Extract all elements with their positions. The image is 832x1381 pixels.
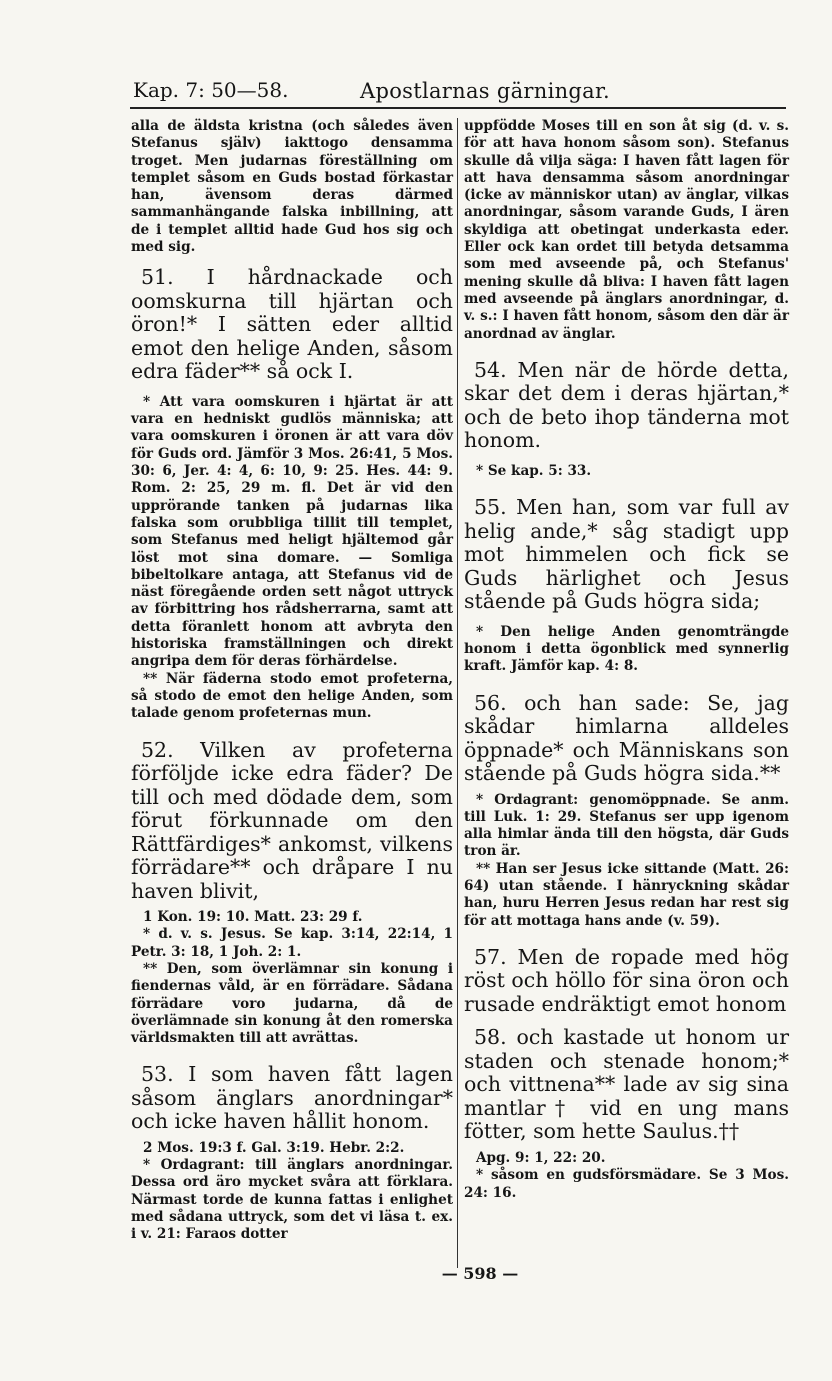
footnote: ** Han ser Jesus icke sittande (Matt. 26: 64) utan stående. I hänryckning skådar han, huru Herren Jesus redan har rest sig för att mottaga hans ande (v. 59).	[464, 860, 789, 929]
footnote: * Ordagrant: genomöppnade. Se anm. till Luk. 1: 29. Stefanus ser upp igenom alla himlar ända till den högsta, där Guds tron är.	[464, 791, 789, 860]
page-number: — 598 —	[441, 1264, 519, 1283]
running-header	[130, 78, 786, 108]
book-title: Apostlarnas gärningar.	[360, 79, 610, 103]
footnote: * Att vara oomskuren i hjärtat är att vara en hedniskt gudlös människa; att vara oomskuren i öronen är att vara döv för Guds ord. Jämför 3 Mos. 26:41, 5 Mos. 30: 6, Jer. 4: 4, 6: 10, 9: 25. Hes. 44: 9. Rom. 2: 25, 29 m. fl. Det är vid den upprörande tanken på judarnas lika falska som orubbliga tillit till templet, som Stefanus med heligt hjältemod går löst mot sina domare. — Somliga bibeltolkare antaga, att Stefanus vid de näst föregående orden sett något uttryck av förbittring hos rådsherrarna, samt att detta föranlett honom att avbryta den historiska framställningen och direkt angripa dem för deras förhärdelse.	[131, 393, 453, 670]
footnote: ** När fäderna stodo emot profeterna, så stodo de emot den helige Anden, som talade genom profeternas mun.	[131, 670, 453, 722]
commentary-note: uppfödde Moses till en son åt sig (d. v. s. för att hava honom såsom son). Stefanus skulle då vilja säga: I haven fått lagen för att hava densamma såsom anordningar (icke av människor utan) av änglar, vilkas anordningar, såsom varande Guds, I ären skyldiga att obetingat underkasta eder. Eller ock kan ordet till betyda detsamma som med avseende på, och Stefanus' mening skulle då bliva: I haven fått lagen med avseende på änglars anordningar, d. v. s.: I haven fått honom, såsom den där är anordnad av änglar.	[464, 118, 789, 342]
footnote: * d. v. s. Jesus. Se kap. 3:14, 22:14, 1 Petr. 3: 18, 1 Joh. 2: 1.	[131, 926, 453, 960]
verse-58: 58. och kastade ut honom ur staden och stenade honom;* och vittnena** lade av sig sina mantlar† vid en ung mans fötter, som hette Saulus.††	[464, 1025, 789, 1144]
footnote: * Se kap. 5: 33.	[476, 462, 592, 479]
verse-53: 53. I som haven fått lagen såsom änglars anordningar* och icke haven hållit honom.	[131, 1062, 453, 1134]
footnote: * såsom en gudsförsmädare. Se 3 Mos. 24: 16.	[464, 1167, 789, 1201]
footnote: ** Den, som överlämnar sin konung i fiendernas våld, är en förrädare. Sådana förrädare voro judarna, då de överlämnade sin konung åt den romerska världsmakten till att avrättas.	[131, 960, 453, 1047]
verse-52: 52. Vilken av profeterna förföljde icke edra fäder? De till och med dödade dem, som förut förkunnade om den Rättfärdiges* ankomst, vilkens förrädare** och dråpare I nu haven blivit,	[131, 737, 453, 903]
commentary-note: alla de äldsta kristna (och således även Stefanus själv) iakttogo densamma troget. Men judarnas föreställning om templet såsom en Guds bostad förkastar han, ävensom deras därmed sammanhängande falska inbillning, att de i templet alltid hade Gud hos sig och med sig.	[131, 118, 453, 256]
column-divider	[457, 118, 458, 1268]
cross-reference: Apg. 9: 1, 22: 20.	[476, 1149, 606, 1166]
verse-57: 57. Men de ropade med hög röst och höllo för sina öron och rusade endräktigt emot honom	[464, 944, 789, 1016]
header-rule	[130, 107, 786, 109]
cross-reference: 2 Mos. 19:3 f. Gal. 3:19. Hebr. 2:2.	[143, 1139, 405, 1156]
footnote: * Ordagrant: till änglars anordningar. Dessa ord äro mycket svåra att förklara. Närmast torde de kunna fattas i enlighet med sådana uttryck, som det vi läsa t. ex. i v. 21: Faraos dotter	[131, 1157, 453, 1243]
verse-55: 55. Men han, som var full av helig ande,* såg stadigt upp mot himmelen och fick se Guds härlighet och Jesus stående på Guds högra sida;	[464, 495, 789, 614]
verse-56: 56. och han sade: Se, jag skådar himlarna alldeles öppnade* och Människans son stående på Guds högra sida.**	[464, 690, 789, 786]
left-column	[131, 118, 453, 1244]
verse-51: 51. I hårdnackade och oomskurna till hjärtan och öron!* I sätten eder alltid emot den helige Anden, såsom edra fäder** så ock I.	[131, 265, 453, 384]
right-column	[464, 118, 789, 1202]
footnote: * Den helige Anden genomträngde honom i detta ögonblick med synnerlig kraft. Jämför kap. 4: 8.	[464, 623, 789, 675]
verse-54: 54. Men när de hörde detta, skar det dem i deras hjärtan,* och de beto ihop tänderna mot honom.	[464, 357, 789, 453]
cross-reference: 1 Kon. 19: 10. Matt. 23: 29 f.	[143, 909, 363, 926]
chapter-reference: Kap. 7: 50—58.	[133, 78, 289, 102]
